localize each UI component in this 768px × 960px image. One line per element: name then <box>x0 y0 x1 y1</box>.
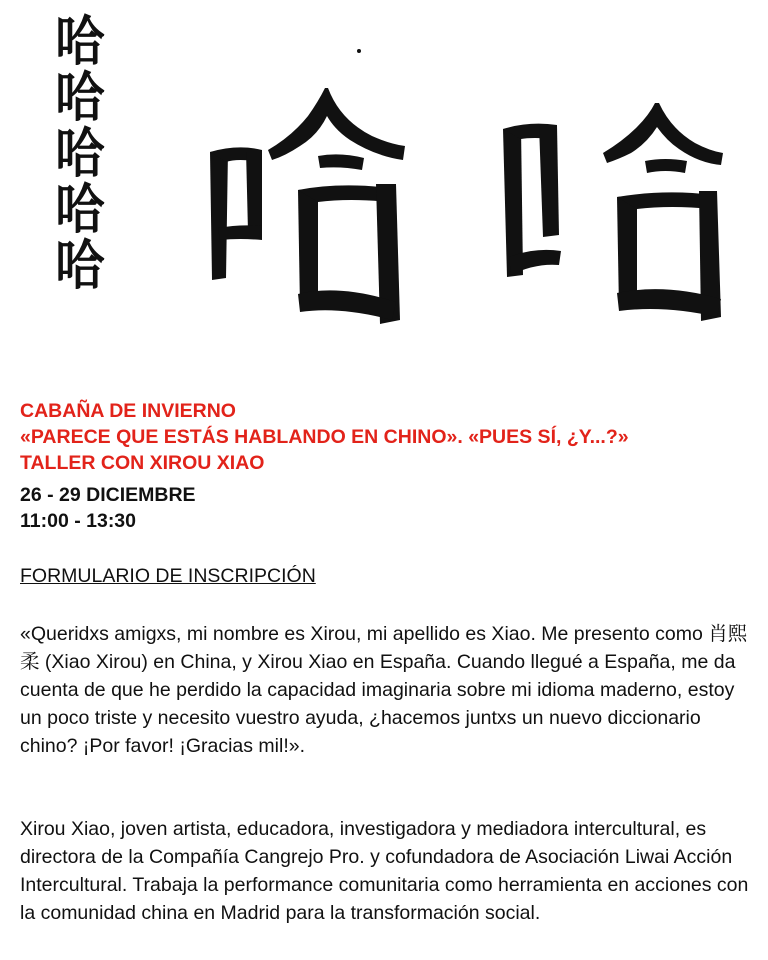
small-ha-char-4: 哈 <box>55 178 105 241</box>
intro-quote-paragraph: «Queridxs amigxs, mi nombre es Xirou, mi apellido es Xiao. Me presento como 肖熙柔 (Xiao Xirou) en China, y Xirou Xiao en España. Cuando llegué a España, me da cuenta de que he perdido la capacidad imaginaria sobre mi idioma maderno, estoy un poco triste y necesito vuestro ayuda, ¿hacemos juntxs un nuevo diccionario chino? ¡Por favor! ¡Gracias mil!». <box>20 623 748 757</box>
small-ha-char-3: 哈 <box>55 122 105 185</box>
calligraphy-banner <box>0 0 768 385</box>
small-ha-char-5: 哈 <box>55 234 105 297</box>
large-ha-char-2 <box>495 85 735 345</box>
workshop-quote-title: «PARECE QUE ESTÁS HABLANDO EN CHINO». «PUES SÍ, ¿Y...?» <box>20 426 629 448</box>
small-ha-char-1: 哈 <box>55 10 105 73</box>
registration-form-link[interactable]: FORMULARIO DE INSCRIPCIÓN <box>20 565 316 587</box>
ink-dot-icon <box>356 48 362 54</box>
event-series-title: CABAÑA DE INVIERNO <box>20 400 236 422</box>
event-dates: 26 - 29 DICIEMBRE <box>20 484 196 506</box>
small-ha-char-2: 哈 <box>55 66 105 129</box>
artist-bio-paragraph: Xirou Xiao, joven artista, educadora, investigadora y mediadora intercultural, es directora de la Compañía Cangrejo Pro. y cofundadora de Asociación Liwai Acción Intercultural. Trabaja la performance comunitaria como herramienta en acciones con la comunidad china en Madrid para la transformación social. <box>20 818 749 924</box>
event-time: 11:00 - 13:30 <box>20 510 137 532</box>
small-calligraphy-column <box>40 10 120 297</box>
large-ha-char-1 <box>200 80 420 340</box>
workshop-host-title: TALLER CON XIROU XIAO <box>20 452 265 474</box>
